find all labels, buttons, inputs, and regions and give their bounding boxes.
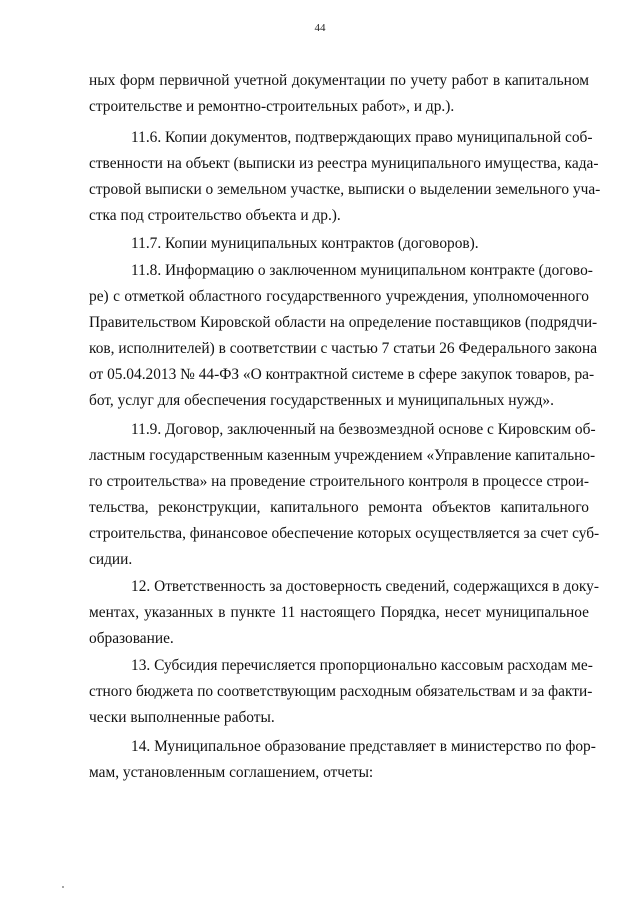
text-line: ных форм первичной учетной документации по учету работ в капитальном: [89, 72, 589, 89]
text-line: ментах, указанных в пункте 11 настоящего Порядка, несет муниципальное: [89, 604, 589, 621]
scan-speck: [62, 886, 64, 888]
text-line: тельства, реконструкции, капитального ремонта объектов капитального: [89, 499, 589, 516]
text-line: строительства, финансовое обеспечение которых осуществляется за счет суб-: [89, 525, 600, 542]
text-line: 11.7. Копии муниципальных контрактов (договоров).: [131, 235, 479, 252]
text-line: бот, услуг для обеспечения государственных и муниципальных нужд».: [89, 392, 554, 409]
text-line: 14. Муниципальное образование представляет в министерство по фор-: [131, 738, 596, 755]
page-number: 44: [314, 22, 326, 34]
text-line: образование.: [89, 630, 174, 647]
text-line: 12. Ответственность за достоверность сведений, содержащихся в доку-: [131, 578, 599, 595]
text-line: чески выполненные работы.: [89, 709, 275, 726]
text-line: стровой выписки о земельном участке, выписки о выделении земельного уча-: [89, 181, 601, 198]
text-line: ственности на объект (выписки из реестра муниципального имущества, када-: [89, 155, 599, 172]
text-line: мам, установленным соглашением, отчеты:: [89, 764, 374, 781]
text-line: ре) с отметкой областного государственного учреждения, уполномоченного: [89, 288, 589, 305]
text-line: сидии.: [89, 551, 133, 568]
text-line: от 05.04.2013 № 44-ФЗ «О контрактной системе в сфере закупок товаров, ра-: [89, 366, 595, 383]
text-line: ластным государственным казенным учреждением «Управление капитально-: [89, 447, 596, 464]
text-line: 11.9. Договор, заключенный на безвозмездной основе с Кировским об-: [131, 421, 596, 438]
text-line: Правительством Кировской области на определение поставщиков (подрядчи-: [89, 314, 598, 331]
text-line: 11.6. Копии документов, подтверждающих право муниципальной соб-: [131, 129, 593, 146]
text-line: 13. Субсидия перечисляется пропорционально кассовым расходам ме-: [131, 657, 593, 674]
text-line: строительстве и ремонтно-строительных работ», и др.).: [89, 98, 455, 115]
text-line: ков, исполнителей) в соответствии с частью 7 статьи 26 Федерального закона: [89, 340, 598, 357]
text-line: 11.8. Информацию о заключенном муниципальном контракте (догово-: [131, 262, 593, 279]
text-line: стка под строительство объекта и др.).: [89, 207, 341, 224]
text-line: го строительства» на проведение строительного контроля в процессе строи-: [89, 473, 589, 490]
text-line: стного бюджета по соответствующим расходным обязательствам и за факти-: [89, 683, 593, 700]
